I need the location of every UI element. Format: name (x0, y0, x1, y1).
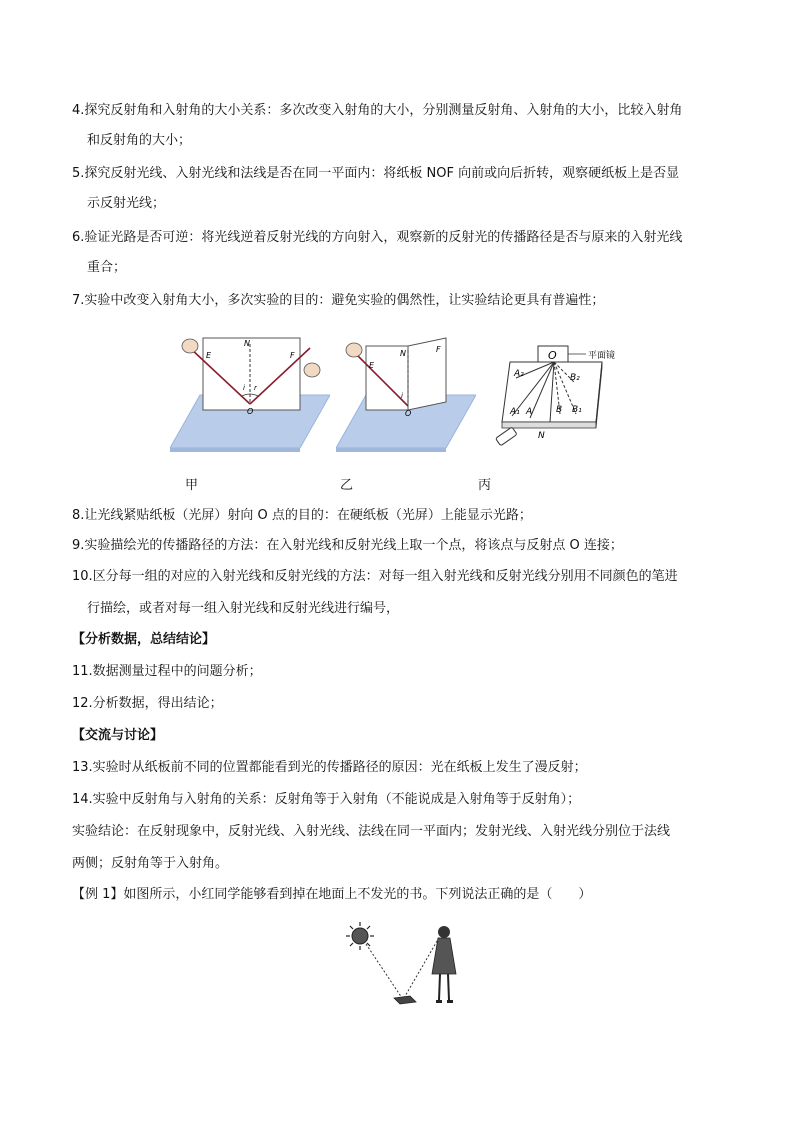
item-11: 11.数据测量过程中的问题分析； (72, 664, 262, 679)
item-14: 14.实验中反射角与入射角的关系：反射角等于入射角（不能说成是入射角等于反射角）； (72, 792, 581, 807)
figure-bing-label-b: B (556, 405, 563, 415)
item-10-line-2: 行描绘，或者对每一组入射光线和反射光线进行编号， (87, 601, 400, 616)
figure-bing-label-n: N (538, 431, 545, 441)
item-4-line-1: 4.探究反射角和入射角的大小关系：多次改变入射角的大小，分别测量反射角、入射角的大小，比较入射角 (72, 103, 683, 118)
figure-yi-label-f: F (436, 345, 441, 354)
figure-bing-label-b1: B₁ (572, 405, 582, 415)
figure-jia-label-n: N (244, 339, 250, 348)
item-9: 9.实验描绘光的传播路径的方法：在入射光线和反射光线上取一个点，将该点与反射点 O 连接； (72, 538, 623, 553)
figure-jia-label-f: F (290, 351, 295, 360)
sun-icon (346, 922, 374, 950)
section-heading-analysis: 【分析数据，总结结论】 (72, 632, 216, 647)
figure-yi-hand (346, 343, 362, 357)
girl-figure (432, 926, 456, 1003)
figure-jia-hand-left (182, 339, 198, 353)
figure-yi-label-e: E (369, 361, 375, 370)
figure-yi-label-o: O (405, 409, 412, 418)
figure-jia-label-r: r (254, 384, 257, 392)
item-6-line-2: 重合； (87, 260, 127, 275)
conclusion-line-1: 实验结论：在反射现象中，反射光线、入射光线、法线在同一平面内；发射光线、入射光线分别位于法线 (72, 824, 671, 839)
figure-yi-caption: 乙 (340, 478, 354, 493)
figure-yi-label-n: N (400, 349, 406, 358)
conclusion-line-2: 两侧；反射角等于入射角。 (72, 856, 229, 871)
item-12: 12.分析数据，得出结论； (72, 696, 223, 711)
example-1-figure (346, 918, 466, 1010)
item-6-line-1: 6.验证光路是否可逆：将光线逆着反射光线的方向射入，观察新的反射光的传播路径是否与原来的入射光线 (72, 230, 683, 245)
figure-jia-label-o: O (247, 407, 254, 416)
item-7: 7.实验中改变入射角大小，多次实验的目的：避免实验的偶然性，让实验结论更具有普遍性； (72, 293, 605, 308)
item-13: 13.实验时从纸板前不同的位置都能看到光的传播路径的原因：光在纸板上发生了漫反射； (72, 760, 587, 775)
figure-jia-label-e: E (206, 351, 212, 360)
figure-bing-label-a: A (526, 407, 533, 417)
figure-jia-caption: 甲 (185, 478, 199, 493)
item-10-line-1: 10.区分每一组的对应的入射光线和反射光线的方法：对每一组入射光线和反射光线分别用不同颜色的笔进 (72, 569, 678, 584)
figure-bing-label-a1: A₁ (510, 407, 520, 417)
figure-yi-label-i: i (401, 392, 403, 400)
figure-yi (336, 330, 476, 460)
figure-bing-label-o: O (548, 349, 557, 362)
section-heading-discussion: 【交流与讨论】 (72, 728, 164, 743)
figure-jia (170, 330, 330, 460)
book-icon (394, 996, 416, 1004)
example-1-question: 【例 1】如图所示，小红同学能够看到掉在地面上不发光的书。下列说法正确的是（ ） (72, 887, 592, 902)
sun-to-book-ray (366, 944, 402, 998)
figure-bing-label-b2: B₂ (570, 373, 580, 383)
item-8: 8.让光线紧贴纸板（光屏）射向 O 点的目的：在硬纸板（光屏）上能显示光路； (72, 508, 532, 523)
figure-bing-caption: 丙 (478, 478, 492, 493)
figure-jia-label-i: i (243, 384, 245, 392)
figure-bing-flashlight (496, 427, 518, 446)
item-5-line-2: 示反射光线； (87, 196, 166, 211)
figure-bing-label-a2: A₂ (514, 369, 524, 379)
figure-bing-label-mirror: 平面镜 (588, 351, 616, 361)
item-4-line-2: 和反射角的大小； (87, 133, 192, 148)
figure-bing (492, 344, 642, 460)
figure-jia-hand-right (304, 363, 320, 377)
item-5-line-1: 5.探究反射光线、入射光线和法线是否在同一平面内：将纸板 NOF 向前或向后折转，观察硬纸板上是否显 (72, 166, 680, 181)
